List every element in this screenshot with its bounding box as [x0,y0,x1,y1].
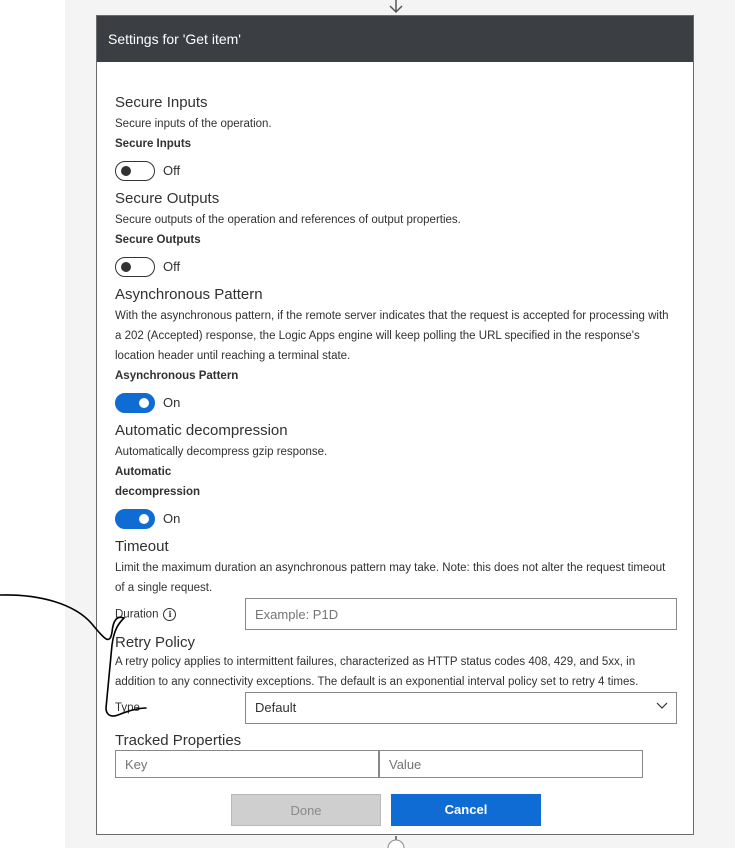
settings-dialog [96,15,694,835]
retry-type-select[interactable] [245,692,677,724]
toggle-knob [121,166,131,176]
chevron-down-icon [656,702,668,710]
secure-outputs-title: Secure Outputs [115,190,220,207]
done-button[interactable]: Done [231,794,381,826]
auto-decompression-toggle[interactable] [115,509,155,529]
async-pattern-title: Asynchronous Pattern [115,286,263,303]
secure-outputs-label: Secure Outputs [115,234,201,246]
auto-decompression-label-line1: Automatic [115,466,172,478]
secure-inputs-label: Secure Inputs [115,138,192,150]
duration-input[interactable] [245,598,677,630]
retry-policy-title: Retry Policy [115,634,196,651]
secure-outputs-state: Off [163,259,181,274]
retry-policy-description: A retry policy applies to intermittent failures, characterized as HTTP status codes 408, 429, and 5xx, in addition to any connectivity exceptions. The default is an exponential interval policy set to retry 4 times. [115,656,639,688]
duration-label-text: Duration [115,608,159,621]
auto-decompression-title: Automatic decompression [115,422,288,439]
async-pattern-toggle[interactable] [115,393,155,413]
secure-inputs-description: Secure inputs of the operation. [115,118,272,130]
async-pattern-description: With the asynchronous pattern, if the remote server indicates that the request is accepted for processing with a 202 (Accepted) response, the Logic Apps engine will keep polling the URL specified in the response's location header until reaching a terminal state. [115,310,669,362]
auto-decompression-description: Automatically decompress gzip response. [115,446,328,458]
tracked-properties-title: Tracked Properties [115,732,242,749]
flow-connector-arrow-icon [388,0,404,14]
secure-inputs-state: Off [163,163,181,178]
secure-inputs-toggle[interactable] [115,161,155,181]
toggle-knob [121,262,131,272]
async-pattern-label: Asynchronous Pattern [115,370,239,382]
cancel-button[interactable]: Cancel [391,794,541,826]
toggle-knob [139,514,149,524]
flow-connector-node-icon [383,836,409,848]
secure-outputs-toggle[interactable] [115,257,155,277]
tracked-property-key-input[interactable] [115,750,379,778]
info-icon[interactable]: i [163,608,176,621]
retry-type-selected-value: Default [255,700,297,715]
hand-drawn-annotation [0,590,160,730]
auto-decompression-label-line2: decompression [115,486,200,498]
tracked-property-value-input[interactable] [379,750,643,778]
toggle-knob [139,398,149,408]
retry-type-label: Type [115,702,140,714]
timeout-title: Timeout [115,538,169,555]
secure-inputs-title: Secure Inputs [115,94,208,111]
async-pattern-state: On [163,395,181,410]
secure-outputs-description: Secure outputs of the operation and references of output properties. [115,214,461,226]
dialog-title: Settings for 'Get item' [97,16,693,62]
timeout-description: Limit the maximum duration an asynchronous pattern may take. Note: this does not alter the request timeout of a single request. [115,562,666,594]
auto-decompression-state: On [163,511,181,526]
